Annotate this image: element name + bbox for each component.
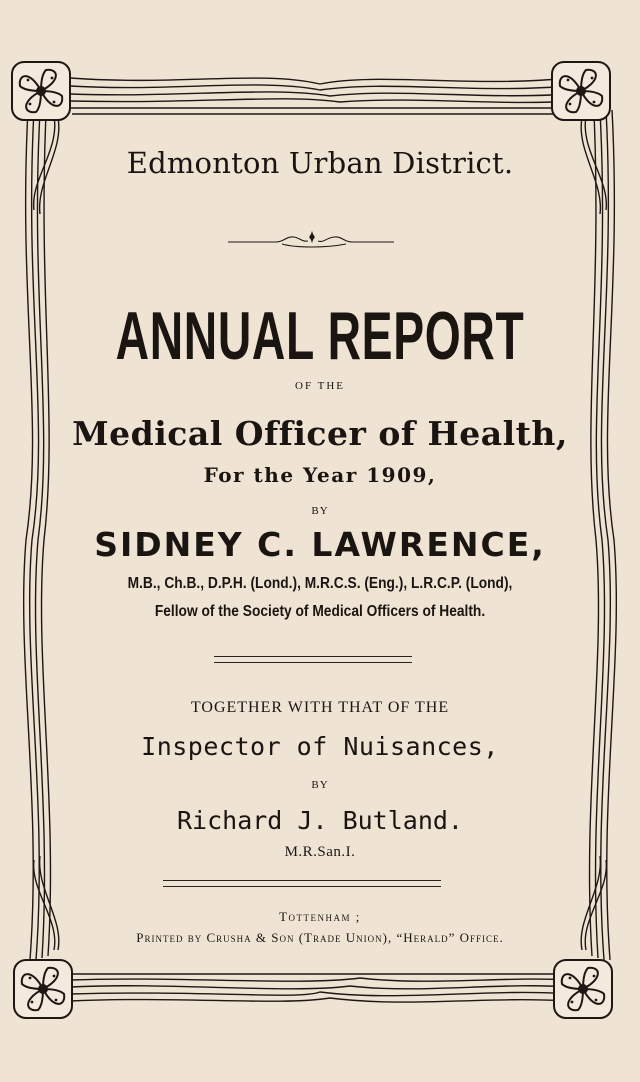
district-title: Edmonton Urban District. xyxy=(126,146,514,180)
imprint-place: Tottenham ; xyxy=(279,909,361,924)
lily-corner-icon xyxy=(550,60,612,122)
double-rule-divider xyxy=(214,656,412,663)
of-the-label: OF THE xyxy=(295,380,345,392)
author-name: SIDNEY C. LAWRENCE, xyxy=(94,525,546,564)
author-fellowship: Fellow of the Society of Medical Officers of Health. xyxy=(154,603,486,620)
report-heading: ANNUAL REPORT xyxy=(115,298,525,374)
inspector-name: Richard J. Butland. xyxy=(177,806,463,835)
imprint-printer: Printed by Crusha & Son (Trade Union), “Herald” Office. xyxy=(136,930,504,945)
lily-corner-icon xyxy=(12,958,74,1020)
year-line: For the Year 1909, xyxy=(203,463,437,487)
lily-corner-icon xyxy=(552,958,614,1020)
by-label: BY xyxy=(311,779,329,791)
by-label: BY xyxy=(311,505,329,517)
officer-title: Medical Officer of Health, xyxy=(72,414,568,453)
double-rule-divider xyxy=(163,880,441,887)
author-qualifications: M.B., Ch.B., D.P.H. (Lond.), M.R.C.S. (Eng.), L.R.C.P. (Lond), xyxy=(127,575,513,592)
flourish-divider-icon xyxy=(226,228,396,250)
inspector-qualification: M.R.San.I. xyxy=(284,844,356,860)
inspector-title: Inspector of Nuisances, xyxy=(141,732,499,761)
lily-corner-icon xyxy=(10,60,72,122)
together-line: TOGETHER WITH THAT OF THE xyxy=(190,699,450,716)
